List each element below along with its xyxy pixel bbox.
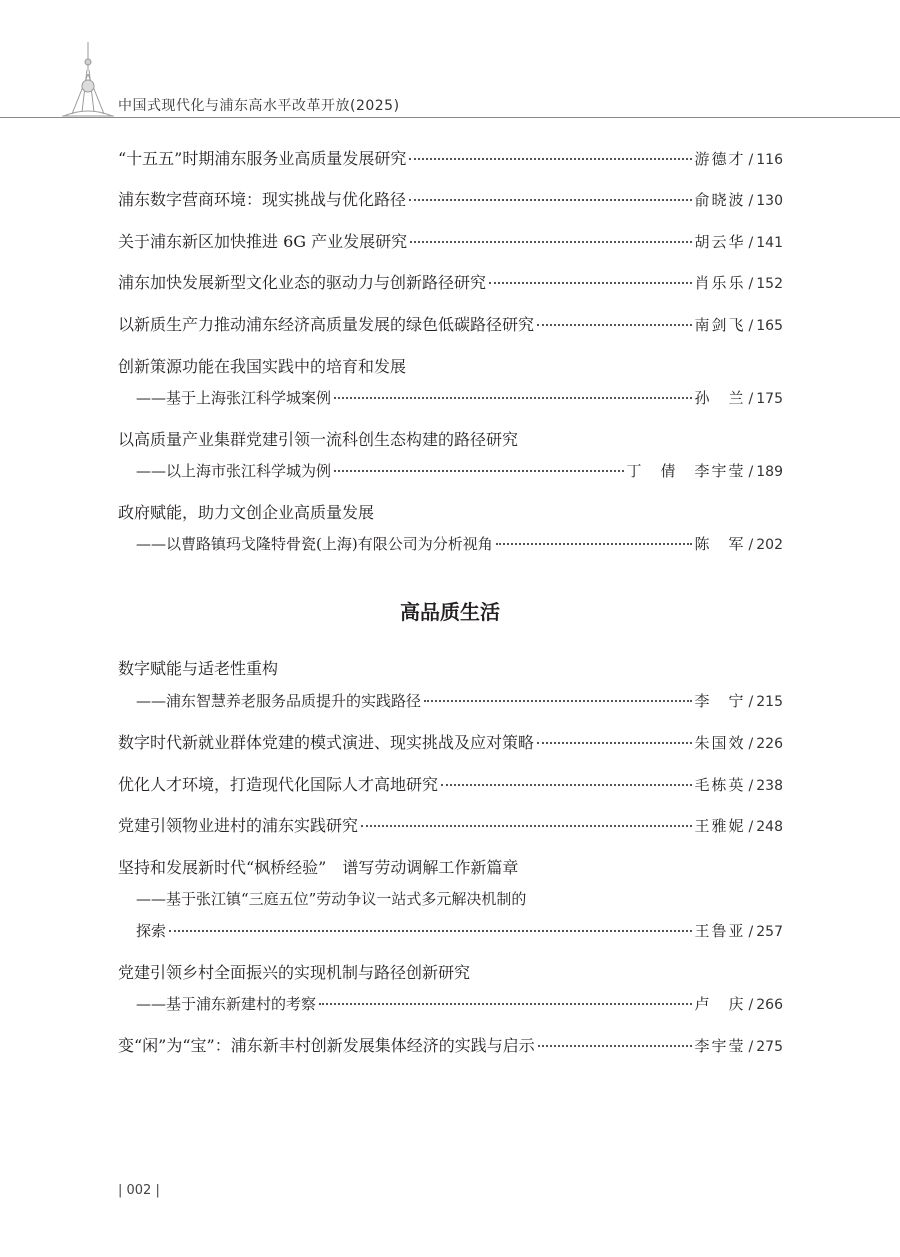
- toc-entry-subtitle[interactable]: ——以曹路镇玛戈隆特骨瓷(上海)有限公司为分析视角 陈 军 / 202: [136, 532, 783, 556]
- running-header: [0, 0, 900, 120]
- entry-title: 关于浦东新区加快推进 6G 产业发展研究: [118, 232, 408, 251]
- entry-author: 丁 倩 李宇莹: [626, 462, 746, 480]
- toc-entry-continuation[interactable]: 探索 王鲁亚 / 257: [136, 919, 783, 943]
- entry-title: 优化人才环境，打造现代化国际人才高地研究: [118, 775, 439, 794]
- entry-page: 141: [756, 235, 783, 251]
- entry-page: 215: [756, 694, 783, 710]
- entry-subtitle: ——浦东智慧养老服务品质提升的实践路径: [136, 692, 422, 710]
- entry-author: 朱国效: [694, 734, 746, 752]
- toc-entry-subtitle[interactable]: ——基于上海张江科学城案例 孙 兰 / 175: [136, 386, 783, 410]
- entry-page: 266: [756, 997, 783, 1013]
- leader-dots: [441, 784, 692, 786]
- section-heading: 高品质生活: [400, 600, 500, 624]
- toc-entry[interactable]: 关于浦东新区加快推进 6G 产业发展研究 胡云华 / 141: [118, 230, 783, 254]
- toc-entry[interactable]: 党建引领物业进村的浦东实践研究 王雅妮 / 248: [118, 814, 783, 838]
- entry-title: 党建引领物业进村的浦东实践研究: [118, 816, 359, 835]
- entry-title: 数字时代新就业群体党建的模式演进、现实挑战及应对策略: [118, 733, 535, 752]
- entry-author: 南剑飞: [694, 316, 746, 334]
- leader-dots: [410, 241, 691, 243]
- leader-dots: [538, 1045, 692, 1047]
- entry-subtitle: ——以上海市张江科学城为例: [136, 462, 332, 480]
- entry-author: 卢 庆: [694, 995, 746, 1013]
- leader-dots: [424, 700, 692, 702]
- entry-title[interactable]: 坚持和发展新时代“枫桥经验” 谱写劳动调解工作新篇章: [118, 858, 519, 877]
- entry-continuation: 探索: [136, 922, 167, 940]
- entry-title: “十五五”时期浦东服务业高质量发展研究: [118, 149, 407, 168]
- entry-author: 毛栋英: [694, 776, 746, 794]
- entry-page: 175: [756, 391, 783, 407]
- leader-dots: [361, 825, 692, 827]
- entry-title[interactable]: 政府赋能，助力文创企业高质量发展: [118, 503, 375, 522]
- entry-page: 165: [756, 318, 783, 334]
- toc-entry[interactable]: 优化人才环境，打造现代化国际人才高地研究 毛栋英 / 238: [118, 773, 783, 797]
- leader-dots: [334, 397, 692, 399]
- leader-dots: [537, 742, 692, 744]
- toc-entry-subtitle[interactable]: ——浦东智慧养老服务品质提升的实践路径 李 宁 / 215: [136, 689, 783, 713]
- leader-dots: [319, 1003, 692, 1005]
- header-rule: [0, 117, 900, 118]
- toc-entry[interactable]: 变“闲”为“宝”：浦东新丰村创新发展集体经济的实践与启示 李宇莹 / 275: [118, 1034, 783, 1058]
- entry-subtitle: ——基于浦东新建村的考察: [136, 995, 317, 1013]
- entry-title: 以新质生产力推动浦东经济高质量发展的绿色低碳路径研究: [118, 315, 535, 334]
- entry-author: 陈 军: [694, 535, 746, 553]
- entry-subtitle: ——基于上海张江科学城案例: [136, 389, 332, 407]
- entry-author: 游德才: [694, 150, 746, 168]
- leader-dots: [409, 158, 691, 160]
- entry-author: 孙 兰: [694, 389, 746, 407]
- entry-page: 238: [756, 778, 783, 794]
- leader-dots: [496, 543, 692, 545]
- entry-author: 李 宁: [694, 692, 746, 710]
- entry-page: 248: [756, 819, 783, 835]
- leader-dots: [334, 470, 624, 472]
- leader-dots: [489, 282, 692, 284]
- entry-page: 275: [756, 1039, 783, 1055]
- entry-title[interactable]: 创新策源功能在我国实践中的培育和发展: [118, 357, 407, 376]
- entry-author: 俞晓波: [694, 191, 746, 209]
- entry-title[interactable]: 以高质量产业集群党建引领一流科创生态构建的路径研究: [118, 430, 519, 449]
- entry-page: 226: [756, 736, 783, 752]
- entry-page: 130: [756, 193, 783, 209]
- toc-entry[interactable]: “十五五”时期浦东服务业高质量发展研究 游德才 / 116: [118, 147, 783, 171]
- entry-page: 189: [756, 464, 783, 480]
- oriental-pearl-tower-icon: [60, 40, 116, 118]
- leader-dots: [537, 324, 692, 326]
- toc-entry-subtitle[interactable]: ——基于浦东新建村的考察 卢 庆 / 266: [136, 992, 783, 1016]
- toc-entry[interactable]: 以新质生产力推动浦东经济高质量发展的绿色低碳路径研究 南剑飞 / 165: [118, 313, 783, 337]
- toc-entry-subtitle[interactable]: ——以上海市张江科学城为例 丁 倩 李宇莹 / 189: [136, 459, 783, 483]
- entry-title: 浦东加快发展新型文化业态的驱动力与创新路径研究: [118, 273, 487, 292]
- leader-dots: [409, 199, 692, 201]
- book-title: 中国式现代化与浦东高水平改革开放(2025): [118, 98, 400, 114]
- toc-entry[interactable]: 浦东数字营商环境：现实挑战与优化路径 俞晓波 / 130: [118, 188, 783, 212]
- entry-page: 257: [756, 924, 783, 940]
- entry-subtitle: ——以曹路镇玛戈隆特骨瓷(上海)有限公司为分析视角: [136, 535, 493, 553]
- entry-author: 李宇莹: [694, 1037, 746, 1055]
- toc-entry[interactable]: 浦东加快发展新型文化业态的驱动力与创新路径研究 肖乐乐 / 152: [118, 271, 783, 295]
- entry-page: 116: [756, 152, 783, 168]
- entry-author: 胡云华: [694, 233, 746, 251]
- entry-subtitle: ——基于张江镇“三庭五位”劳动争议一站式多元解决机制的: [136, 890, 527, 908]
- entry-author: 王雅妮: [694, 817, 746, 835]
- entry-title[interactable]: 党建引领乡村全面振兴的实现机制与路径创新研究: [118, 963, 471, 982]
- entry-page: 202: [756, 537, 783, 553]
- toc-entry[interactable]: 数字时代新就业群体党建的模式演进、现实挑战及应对策略 朱国效 / 226: [118, 731, 783, 755]
- entry-title[interactable]: 数字赋能与适老性重构: [118, 659, 279, 678]
- leader-dots: [169, 930, 692, 932]
- entry-author: 肖乐乐: [694, 274, 746, 292]
- entry-title: 浦东数字营商环境：现实挑战与优化路径: [118, 190, 407, 209]
- page-folio: | 002 |: [118, 1183, 160, 1198]
- entry-page: 152: [756, 276, 783, 292]
- entry-author: 王鲁亚: [694, 922, 746, 940]
- entry-title: 变“闲”为“宝”：浦东新丰村创新发展集体经济的实践与启示: [118, 1036, 535, 1055]
